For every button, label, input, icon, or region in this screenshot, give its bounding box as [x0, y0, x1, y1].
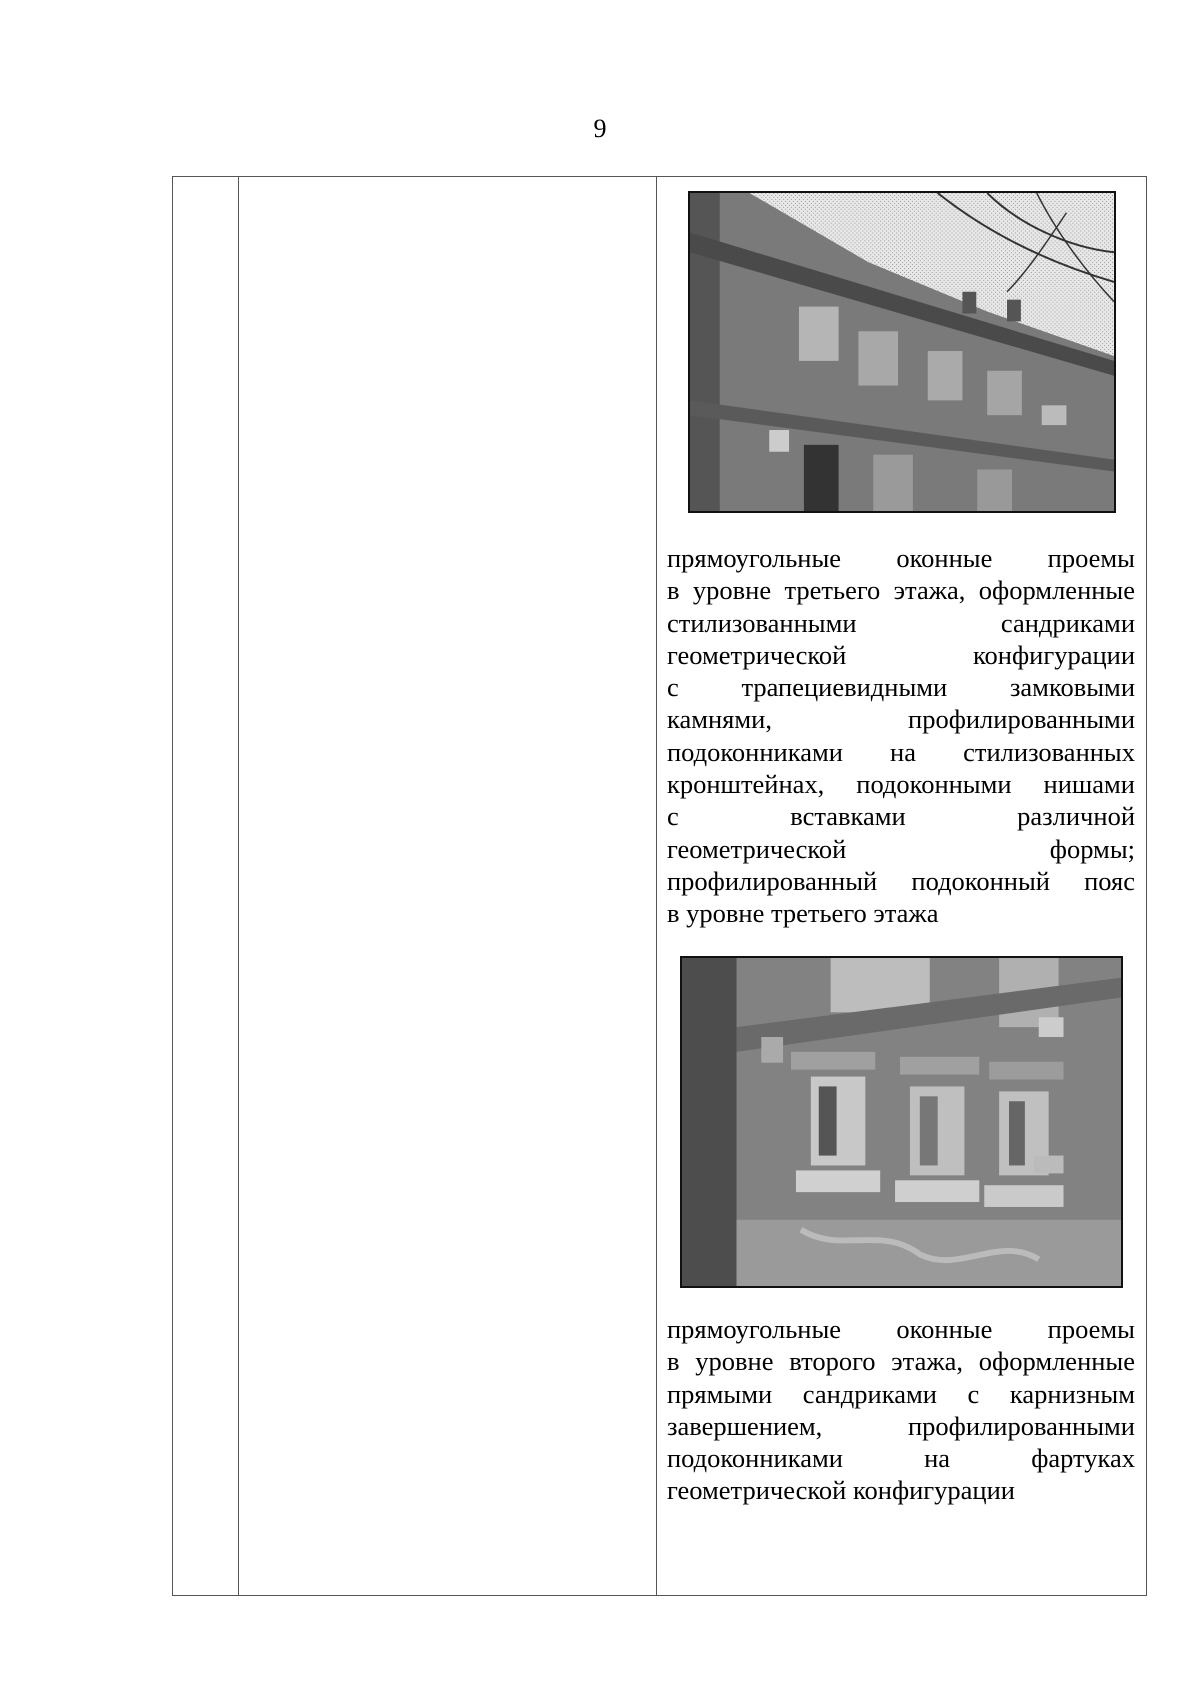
description-line: камнями, профилированными	[667, 704, 1135, 735]
description-line: кронштейнах, подоконными нишами	[667, 769, 1135, 800]
description-line: с трапециевидными замковыми	[667, 672, 1135, 703]
description-line: завершением, профилированными	[667, 1410, 1135, 1441]
facade-photo-third-floor-image	[690, 193, 1114, 511]
description-line: геометрической формы;	[667, 833, 1135, 864]
description-line: геометрической конфигурации	[667, 639, 1135, 670]
facade-photo-second-floor	[680, 956, 1123, 1288]
description-line: прямоугольные оконные проемы	[667, 543, 1135, 573]
description-line: геометрической конфигурации	[667, 1475, 1015, 1506]
description-line: подоконниками на стилизованных	[667, 736, 1135, 767]
facade-photo-second-floor-image	[682, 958, 1121, 1286]
description-line: подоконниками на фартуках	[667, 1443, 1135, 1474]
description-line: с вставками различной	[667, 801, 1135, 832]
description-line: в уровне второго этажа, оформленные	[667, 1346, 1135, 1377]
description-line: профилированный подоконный пояс	[667, 865, 1135, 896]
description-second-floor	[667, 1313, 1135, 1507]
page-number: 9	[593, 114, 607, 143]
column-divider-1	[238, 177, 239, 1595]
column-divider-2	[656, 177, 657, 1595]
description-line: в уровне третьего этажа	[667, 898, 939, 929]
description-line: стилизованными сандриками	[667, 607, 1135, 638]
description-third-floor	[667, 542, 1135, 930]
facade-photo-third-floor	[688, 191, 1116, 513]
description-line: прямоугольные оконные проемы	[667, 1314, 1135, 1344]
description-line: в уровне третьего этажа, оформленные	[667, 575, 1135, 606]
description-line: прямыми сандриками с карнизным	[667, 1378, 1135, 1409]
